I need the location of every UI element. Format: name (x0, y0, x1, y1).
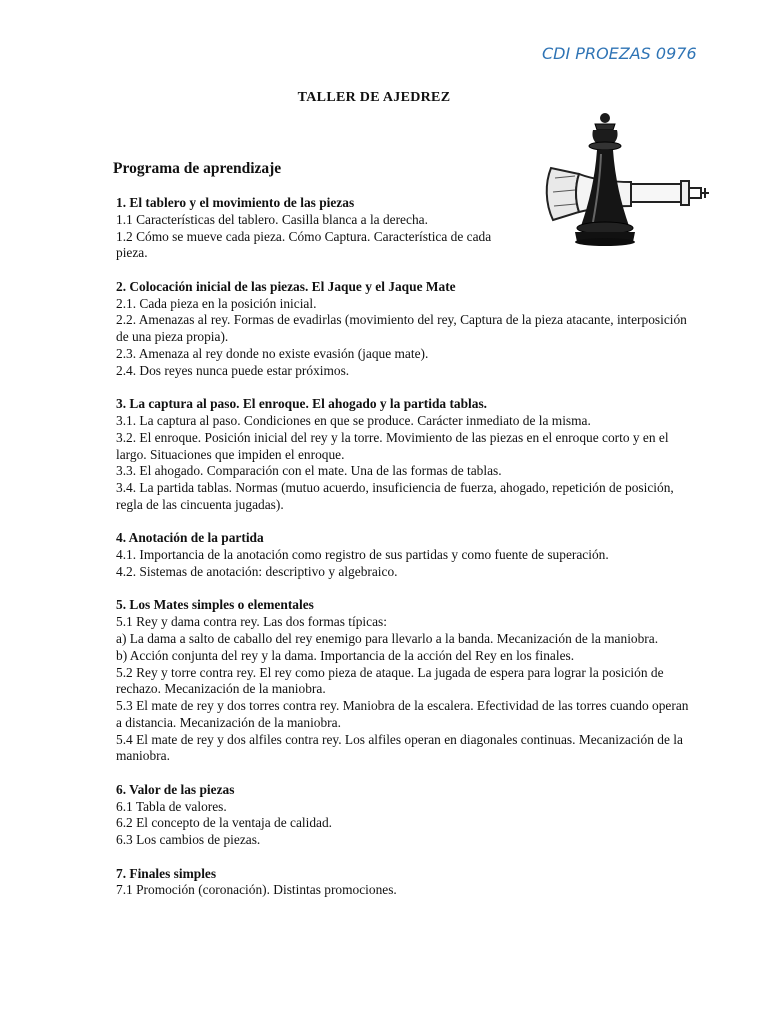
section-item: 3.1. La captura al paso. Condiciones en que se produce. Carácter inmediato de la misma. (116, 412, 591, 428)
section-item: 4.1. Importancia de la anotación como registro de sus partidas y como fuente de superación. (116, 547, 609, 563)
section-item: 1.1 Características del tablero. Casilla blanca a la derecha. (116, 211, 428, 227)
section-item: 5.1 Rey y dama contra rey. Las dos formas típicas: (116, 614, 387, 630)
section-2 (116, 279, 696, 380)
section-item: 2.2. Amenazas al rey. Formas de evadirlas (movimiento del rey, Captura de la pieza atacante, interposición de una pieza propia). (116, 312, 687, 345)
section-1 (116, 195, 696, 262)
section-item: 3.2. El enroque. Posición inicial del rey y la torre. Movimiento de las piezas en el enroque corto y en el largo. Situaciones que impiden el enroque. (116, 429, 669, 462)
section-title: 1. El tablero y el movimiento de las piezas (116, 195, 355, 210)
section-item: 2.4. Dos reyes nunca puede estar próximos. (116, 362, 350, 378)
section-title: 5. Los Mates simples o elementales (116, 597, 314, 613)
section-4 (116, 530, 696, 580)
section-item: b) Acción conjunta del rey y la dama. Importancia de la acción del Rey en los finales. (116, 647, 575, 663)
section-6 (116, 782, 696, 849)
section-item: 5.2 Rey y torre contra rey. El rey como pieza de ataque. La jugada de espera para lograr la posición de rechazo. Mecanización de la maniobra. (116, 664, 664, 697)
section-item: a) La dama a salto de caballo del rey enemigo para llevarlo a la banda. Mecanización de la maniobra. (116, 630, 659, 646)
section-item: 7.1 Promoción (coronación). Distintas promociones. (116, 882, 397, 898)
section-item: 3.4. La partida tablas. Normas (mutuo acuerdo, insuficiencia de fuerza, ahogado, repetición de posición, regla de las cincuenta jugadas). (116, 480, 674, 512)
section-title: 2. Colocación inicial de las piezas. El Jaque y el Jaque Mate (116, 278, 456, 294)
section-item: 6.2 El concepto de la ventaja de calidad. (116, 815, 333, 831)
section-7 (116, 866, 696, 900)
section-item: 5.4 El mate de rey y dos alfiles contra rey. Los alfiles operan en diagonales continuas. Mecanización de la maniobra. (116, 731, 683, 764)
program-sections (116, 195, 696, 916)
program-title: Programa de aprendizaje (113, 160, 282, 177)
section-item: 2.1. Cada pieza en la posición inicial. (116, 295, 317, 311)
section-item: 6.3 Los cambios de piezas. (116, 832, 261, 848)
section-item: 1.2 Cómo se mueve cada pieza. Cómo Captura. Característica de cada pieza. (116, 228, 492, 261)
section-item: 5.3 El mate de rey y dos torres contra rey. Maniobra de la escalera. Efectividad de las torres cuando operan a distancia. Mecanización de la maniobra. (116, 698, 689, 730)
section-item: 4.2. Sistemas de anotación: descriptivo y algebraico. (116, 563, 398, 579)
section-title: 6. Valor de las piezas (116, 781, 235, 797)
section-title: 4. Anotación de la partida (116, 530, 264, 546)
section-item: 6.1 Tabla de valores. (116, 798, 227, 814)
section-title: 3. La captura al paso. El enroque. El ahogado y la partida tablas. (116, 396, 488, 412)
section-5 (116, 597, 696, 765)
section-title: 7. Finales simples (116, 865, 217, 881)
header-code: CDI PROEZAS 0976 (542, 44, 697, 63)
document-title: TALLER DE AJEDREZ (297, 90, 451, 105)
section-3 (116, 396, 696, 514)
section-item: 3.3. El ahogado. Comparación con el mate. Una de las formas de tablas. (116, 463, 502, 479)
section-item: 2.3. Amenaza al rey donde no existe evasión (jaque mate). (116, 345, 429, 361)
